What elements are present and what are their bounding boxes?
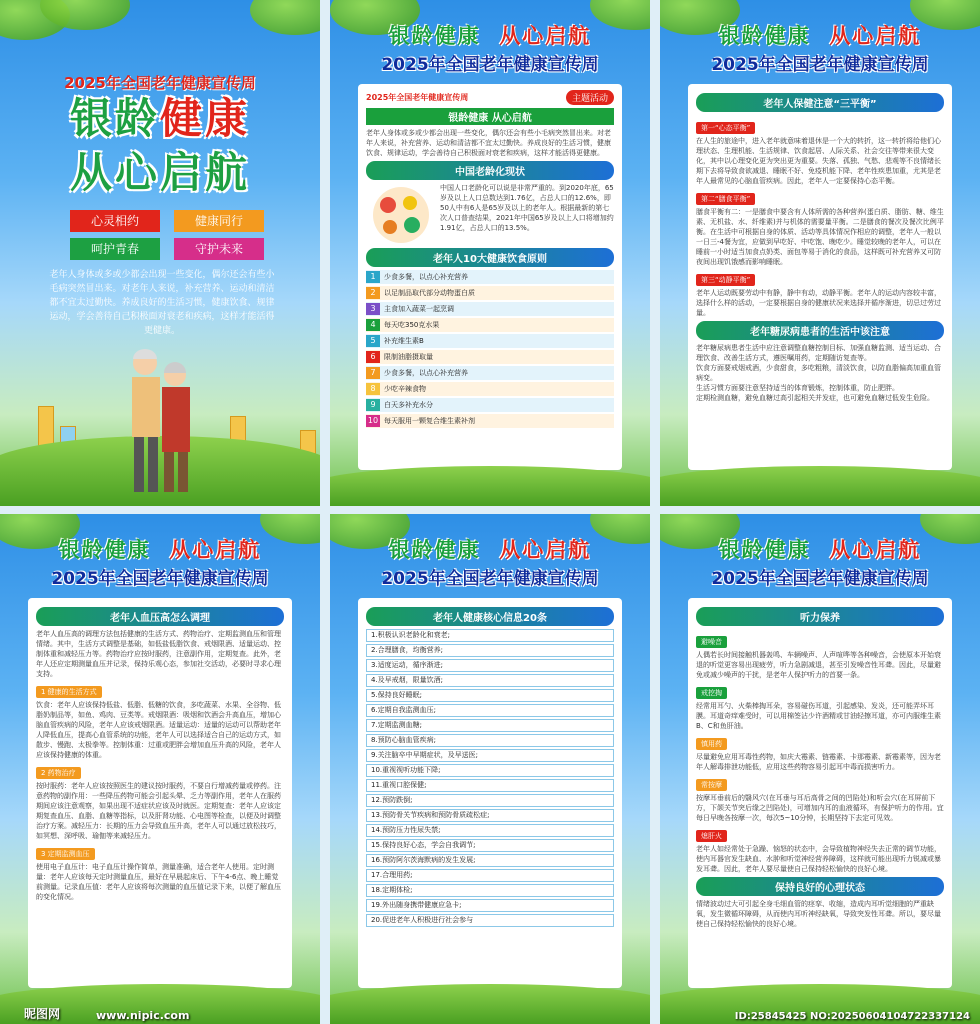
- diet-rule-item: [366, 334, 614, 348]
- core-info-item: 16.预防阿尔茨海默病的发生发展;: [366, 854, 614, 867]
- subsection-tag: 第二“膳食平衡”: [696, 193, 755, 205]
- diet-rule-item: [366, 398, 614, 412]
- grass-hill: [660, 466, 980, 506]
- card-topline: [366, 90, 614, 105]
- sub-banner: 银龄健康 从心启航: [366, 108, 614, 125]
- rule-number: 10: [367, 416, 379, 425]
- core-info-item: 9.关注脑卒中早期症状，及早送医;: [366, 749, 614, 762]
- rule-number: 2: [366, 287, 380, 299]
- core-info-item: 18.定期体检;: [366, 884, 614, 897]
- core-info-list: [366, 629, 614, 927]
- rule-number: 4: [366, 319, 380, 331]
- body-text: 人偶若长时间接触机器轰鸣、车辆噪声、人声喧哗等各种噪音，会使原本开始衰退的听觉更容易出现疲劳，听力急剧减退，甚至引发噪音性耳聋。因此，尽量避免或减少噪声的干扰，是老年人保护听力的首要一条。: [696, 651, 941, 679]
- subsection-tag: 第一“心态平衡”: [696, 122, 755, 134]
- header-title-a: 银龄健康: [718, 538, 811, 562]
- body-text: 经常用耳勺、火柴棒掏耳朵，容易碰伤耳道，引起感染、发炎，还可能弄坏耳膜。耳道奇痒难受时，可以用棉签沾少许酒精或甘油轻擦耳道，亦可内服维生素B、C和鱼肝油。: [696, 702, 941, 730]
- food-plate-illustration: [366, 183, 436, 245]
- rule-number: 6: [366, 351, 380, 363]
- pill: 心灵相约: [70, 210, 160, 232]
- diet-rule-item: [366, 286, 614, 300]
- subsection-tag: 避噪音: [696, 636, 727, 648]
- diet-rules-list: [366, 270, 614, 428]
- rule-text: 少食多餐，以点心补充营养: [384, 369, 468, 377]
- body-text: 尽量避免应用耳毒性药物，如庆大霉素、链霉素、卡那霉素、新霉素等，因为老年人解毒排泄功能低，应用这些药物容易引起耳中毒而损害听力。: [696, 753, 941, 771]
- header-title-a: 银龄健康: [388, 538, 481, 562]
- core-info-item: 6.定期自我监测血压;: [366, 704, 614, 717]
- core-info-item: 8.预防心脑血管疾病;: [366, 734, 614, 747]
- watermark-logo: 昵图网: [24, 1007, 61, 1021]
- body-text: 老年人血压高的调理方法包括健康的生活方式、药物治疗、定期监测血压和管理情绪。其中，生活方式调整是基础，如低盐低脂饮食、戒烟限酒、适量运动、控制体重和减轻压力等。药物治疗应按时服药，注意副作用，定期复查。此外，老年人还应定期测量血压并记录，保持乐观心态，参加社交活动，必要时寻求心理支持。: [36, 630, 281, 678]
- elderly-couple-illustration: [120, 345, 200, 500]
- section-title: 老年糖尿病患者的生活中该注意: [696, 321, 944, 340]
- subsection-tag: 常按摩: [696, 779, 727, 791]
- core-info-item: 17.合理用药;: [366, 869, 614, 882]
- aging-text: 中国人口老龄化可以说是非常严重的。到2020年底，65岁及以上人口总数达到1.76亿，占总人口的12.6%，即50人中有6人是65岁及以上的老年人。根据最新的第七次人口普查结果，2021年中国65岁及以上人口将增加约1.91亿，占总人口的13.5%。: [440, 184, 614, 232]
- diet-rule-item: [366, 318, 614, 332]
- rule-number: 8: [366, 383, 380, 395]
- poster-balance: [660, 0, 980, 506]
- content-card: [358, 84, 622, 470]
- core-info-item: 10.重视视听功能下降;: [366, 764, 614, 777]
- diet-rule-item: [366, 366, 614, 380]
- content-card: [358, 598, 622, 988]
- cover-title-a: 银龄: [69, 94, 160, 143]
- diet-rule-item: [366, 382, 614, 396]
- header-week: 2025年全国老年健康宣传周: [51, 569, 269, 589]
- grass-hill: [330, 984, 650, 1024]
- subsection-tag: 戒挖掏: [696, 687, 727, 699]
- core-info-item: 3.适度运动，循序渐进;: [366, 659, 614, 672]
- subsection-tag: 第三“动静平衡”: [696, 274, 755, 286]
- header-week: 2025年全国老年健康宣传周: [381, 569, 599, 589]
- core-info-item: 13.预防骨关节疾病和预防骨质疏松症;: [366, 809, 614, 822]
- section-title: 老年人血压高怎么调理: [36, 607, 284, 626]
- content-card: [28, 598, 292, 988]
- header-title-a: 银龄健康: [718, 24, 811, 48]
- body-text: 情绪波动过大可引起全身毛细血管的痉挛、收缩，造成内耳听觉细胞的严重缺氧，发生微循环障碍，从而使内耳听神经缺氧，导致突发性耳聋。所以，要尽量使自己保持轻松愉快的良好心境。: [696, 900, 941, 928]
- rule-text: 白天多补充水分: [384, 401, 433, 409]
- section-title: 老年人10大健康饮食原则: [366, 248, 614, 267]
- core-info-item: 15.保持良好心态，学会自我调节;: [366, 839, 614, 852]
- body-text: 饮食：老年人应该保持低盐、低脂、低糖的饮食，多吃蔬菜、水果、全谷物、低脂奶制品等，如鱼、鸡肉、豆类等。戒烟限酒：吸烟和饮酒会升高血压，增加心脑血管疾病的风险，老年人应该戒烟限酒。适量运动：适量的运动可以帮助老年人降低血压，提高心血管系统的功能，老年人可以选择适合自己的运动方式，如散步、慢跑、太极拳等。控制体重：过重或肥胖会增加血压升高的风险，老年人应该保持健康的体重。: [36, 701, 281, 759]
- subsection-tag: 熄肝火: [696, 830, 727, 842]
- header-title-b: 从心启航: [829, 538, 922, 562]
- rule-number: 1: [366, 271, 380, 283]
- diet-rule-item: [366, 414, 614, 428]
- header-title-a: 银龄健康: [58, 538, 151, 562]
- poster-blood-pressure: [0, 514, 320, 1024]
- rule-number: 7: [366, 367, 380, 379]
- cover-week: 2025年全国老年健康宣传周: [64, 74, 256, 92]
- leaf-decoration: [250, 0, 320, 35]
- rule-number: 9: [366, 399, 380, 411]
- header-title: [330, 20, 650, 50]
- header-title-b: 从心启航: [829, 24, 922, 48]
- core-info-item: 14.预防压力性尿失禁;: [366, 824, 614, 837]
- subsection-tag: 2 药物治疗: [36, 767, 81, 779]
- body-text: 膳食平衡有二：一是膳食中要含有人体所需的各种营养(蛋白质、脂肪、糖、维生素、无机盐、水、纤维素)并与机体的需要量平衡。二是膳食的餐次及餐次比例平衡。在生活中可根据自身的体质、活动等具体情况作相应的调整，老年人一般以一日三-4餐为宜，应做到早吃好、中吃饱、晚吃少。睡觉较晚的老年人，可以在睡前一小时适当加食点奶类、面包等易于消化的食品，这样既可补充营养又可防夜间出现饥饿感而影响睡眠。: [696, 208, 944, 266]
- section-title: 听力保养: [696, 607, 944, 626]
- content-card: [688, 598, 952, 988]
- subsection-tag: 1 健康的生活方式: [36, 686, 102, 698]
- intro-text: 老年人身体或多或少都会出现一些变化，偶尔还会有些小毛病突然冒出来。对老年人来说，补充营养、运动和清洁都不宜太过勤快。养成良好的生活习惯，健康饮食、规律运动，学会善待自己积极面对衰老和疾病，这样才能活得更健康。: [366, 129, 611, 157]
- header-title-b: 从心启航: [169, 538, 262, 562]
- header-week: 2025年全国老年健康宣传周: [711, 569, 929, 589]
- diet-rule-item: [366, 270, 614, 284]
- pill: 守护未来: [174, 238, 264, 260]
- body-text: 使用电子血压计：电子血压计操作简单，测量准确，适合老年人使用。定时测量：老年人应该每天定时测量血压，最好在早晨起床后、下午4-6点、晚上睡觉前测量。记录血压值：老年人应该将每次测量的血压值记录下来，以便了解血压的变化情况。: [36, 863, 281, 901]
- core-info-item: 11.重视口腔保健;: [366, 779, 614, 792]
- pill: 健康同行: [174, 210, 264, 232]
- header-title: [660, 534, 980, 564]
- header-title-a: 银龄健康: [388, 24, 481, 48]
- body-text: 生活习惯方面要注意坚持适当的体育锻炼，控制体重，防止肥胖。: [696, 384, 899, 392]
- grass-hill: [330, 466, 650, 506]
- header-title: [660, 20, 980, 50]
- diet-rule-item: [366, 302, 614, 316]
- body-text: 老年人如经常处于急躁、恼怒的状态中，会导致植物神经失去正常的调节功能，使内耳器官发生缺血、水肿和听觉神经营养障碍，这样就可能出现听力锐减或暴发耳聋。因此，老年人要尽量使自己保持轻松愉快的良好心境。: [696, 845, 941, 873]
- rule-text: 限制油脂摄取量: [384, 353, 433, 361]
- rule-text: 每天吃350克水果: [384, 321, 440, 329]
- poster-core-info: [330, 514, 650, 1024]
- poster-hearing: [660, 514, 980, 1024]
- rule-text: 少吃辛辣食物: [384, 385, 426, 393]
- header-week: 2025年全国老年健康宣传周: [711, 55, 929, 75]
- subsection-tag: 慎用药: [696, 738, 727, 750]
- rule-number: 5: [366, 335, 380, 347]
- top-tag: 2025年全国老年健康宣传周: [366, 93, 469, 102]
- header-week: 2025年全国老年健康宣传周: [381, 55, 599, 75]
- rule-number: 3: [366, 303, 380, 315]
- core-info-item: 19.外出随身携带健康应急卡;: [366, 899, 614, 912]
- cover-intro: 老年人身体或多或少都会出现一些变化，偶尔还会有些小毛病突然冒出来。对老年人来说，补充营养、运动和清洁都不宜太过勤快。养成良好的生活习惯，健康饮食、规律运动，学会善待自己积极面对衰老和疾病，这样才能活得更健康。: [49, 270, 275, 336]
- cover-title-c: 从心启航: [69, 148, 250, 197]
- body-text: 饮食方面要戒烟戒酒，少食甜食，多吃粗粮，清淡饮食，以防血脂偏高加重血管病变。: [696, 364, 941, 382]
- section-title: 中国老龄化现状: [366, 161, 614, 180]
- rule-text: 少食多餐，以点心补充营养: [384, 273, 468, 281]
- body-text: 定期检测血糖，避免血糖过高引起相关并发症，也可避免血糖过低发生危险。: [696, 394, 934, 402]
- subsection-tag: 3 定期监测血压: [36, 848, 95, 860]
- poster-cover: [0, 0, 320, 506]
- header-title-b: 从心启航: [499, 24, 592, 48]
- watermark-site: www.nipic.com: [96, 1009, 190, 1022]
- watermark-id: ID:25845425 NO:20250604104722337124: [734, 1011, 970, 1022]
- header-title: [330, 534, 650, 564]
- core-info-item: 4.及早戒烟，限量饮酒;: [366, 674, 614, 687]
- section-title: 保持良好的心理状态: [696, 877, 944, 896]
- cover-title-b: 健康: [160, 94, 251, 143]
- theme-badge: 主题活动: [566, 90, 614, 105]
- section-title: 老年人保健注意“三平衡”: [696, 93, 944, 112]
- poster-diet: [330, 0, 650, 506]
- pill: 呵护青春: [70, 238, 160, 260]
- body-text: 按时服药：老年人应该按照医生的建议按时服药，不要自行增减药量或停药。注意药物的副作用：一些降压药物可能会引起头晕、乏力等副作用，老年人在服药期间应该注意观察，如果出现不适症状应该及时就医。定期复查：老年人应该定期复查血压、血脂、血糖等指标，以及肝肾功能、心电图等检查，以便及时调整治疗方案。减轻压力：长期的压力会导致血压升高，老年人可以通过放松技巧，如冥想、深呼吸、瑜伽等来减轻压力。: [36, 782, 281, 840]
- rule-text: 每天服用一颗复合维生素补剂: [384, 417, 475, 425]
- rule-text: 补充维生素B: [384, 337, 424, 345]
- core-info-item: 20.促进老年人积极进行社会参与: [366, 914, 614, 927]
- header-title-b: 从心启航: [499, 538, 592, 562]
- aging-block: [366, 183, 614, 245]
- body-text: 老年糖尿病患者生活中应注意调整血糖控制目标、加强血糖监测、适当运动、合理饮食、改善生活方式，遵医嘱用药，定期随访复查等。: [696, 344, 941, 362]
- core-info-item: 7.定期监测血糖;: [366, 719, 614, 732]
- cover-title: [0, 92, 320, 200]
- rule-text: 以足制品取代部分动物蛋白质: [384, 289, 475, 297]
- section-title: 老年人健康核心信息20条: [366, 607, 614, 626]
- core-info-item: 12.预防跌倒;: [366, 794, 614, 807]
- body-text: 按摩耳垂前后的翳风穴(在耳垂与耳后高骨之间的凹陷处)和听会穴(在耳屏前下方，下颌关节突后缘之凹陷处)，可增加内耳的血液循环，有保护听力的作用。宜每日早晚各按摩一次，每次5~10分钟，长期坚持下去定可见效。: [696, 794, 944, 822]
- diet-rule-item: [366, 350, 614, 364]
- core-info-item: 2.合理膳食，均衡营养;: [366, 644, 614, 657]
- body-text: 老年人运动既要劳动中有静，静中有动，动静平衡。老年人的运动内容较丰富，选择什么样的活动，一定要根据自身的健康状况来选择并循序渐进，切忌过劳过量。: [696, 289, 941, 317]
- content-card: [688, 84, 952, 470]
- core-info-item: 1.积极认识老龄化和衰老;: [366, 629, 614, 642]
- header-title: [0, 534, 320, 564]
- rule-text: 主食加入蔬菜一起烹调: [384, 305, 454, 313]
- body-text: 在人生的旅途中，进入老年就意味着退休是一个大的转折，这一转折将给他们心理状态、生理机能、生活规律、饮食起居、人际关系、社会交往等带来很大变化，其中以心理变化更为突出更为重要。失落、孤独、气愁、悲观等不良情绪长期下去将导致食欲减退、睡眠不好、免疫机能下降、老年性疾患加重，尤其是老年人最常见的心脑血管疾病。因此，老年人一定要保持心态平衡。: [696, 137, 941, 185]
- core-info-item: 5.保持良好睡眠;: [366, 689, 614, 702]
